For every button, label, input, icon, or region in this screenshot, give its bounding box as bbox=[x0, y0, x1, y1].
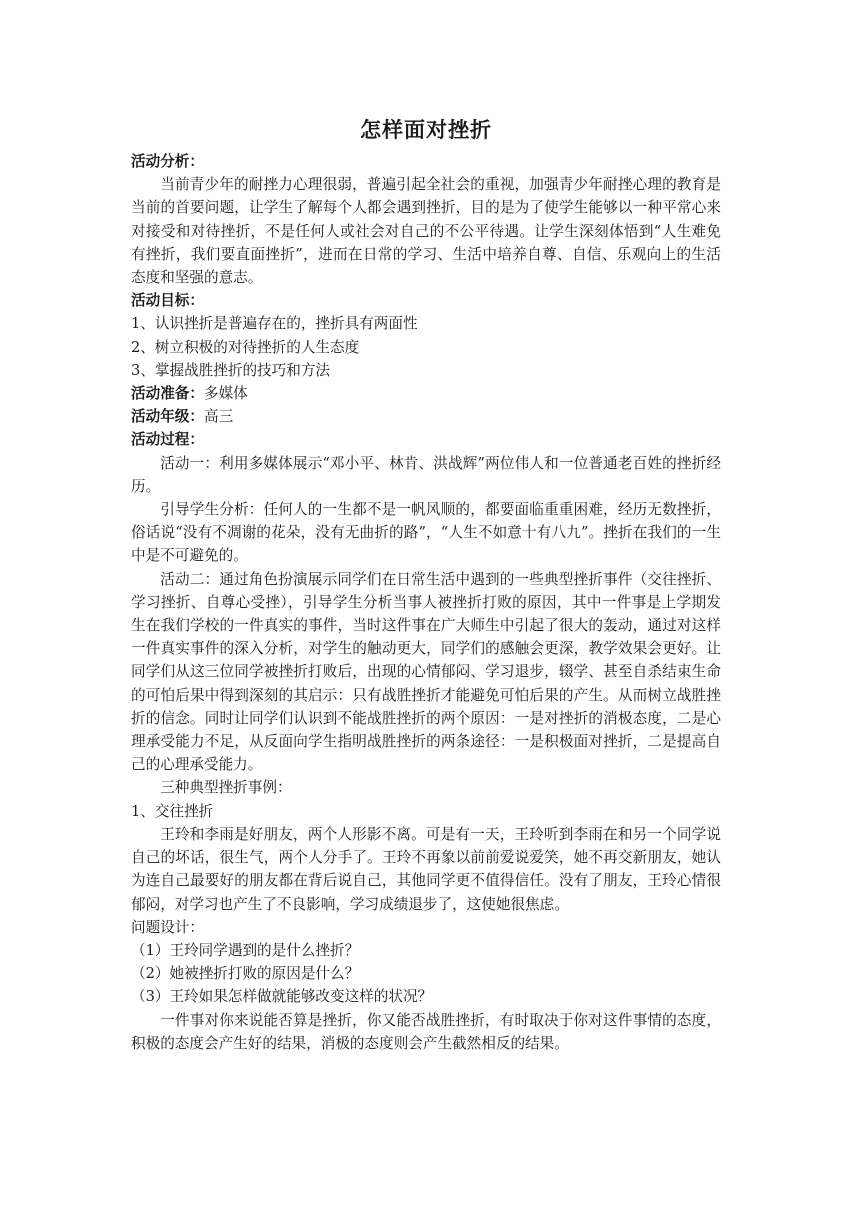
process-heading: 活动过程： bbox=[131, 431, 204, 449]
document-page bbox=[131, 112, 721, 1055]
analysis-heading: 活动分析： bbox=[131, 153, 204, 170]
grade-line bbox=[131, 405, 721, 428]
prep-value: 多媒体 bbox=[203, 385, 248, 403]
question-1: （1）王玲同学遇到的是什么挫折？ bbox=[131, 941, 360, 959]
goal-item-3: 3、掌握战胜挫折的技巧和方法 bbox=[131, 361, 331, 379]
case-heading: 1、交往挫折 bbox=[131, 802, 214, 820]
questions-heading: 问题设计： bbox=[131, 918, 204, 936]
case-conclusion: 一件事对你来说能否算是挫折，你又能否战胜挫折，有时取决于你对这件事情的态度，积极的态度会产生好的结果，消极的态度则会产生截然相反的结果。 bbox=[131, 1011, 721, 1052]
process-cases-intro: 三种典型挫折事例： bbox=[160, 779, 292, 797]
page-title: 怎样面对挫折 bbox=[360, 117, 492, 142]
prep-line bbox=[131, 382, 721, 405]
grade-label: 活动年级： bbox=[131, 408, 204, 426]
question-2: （2）她被挫折打败的原因是什么？ bbox=[131, 965, 360, 983]
grade-value: 高三 bbox=[203, 408, 234, 426]
case-story: 王玲和李雨是好朋友，两个人形影不离。可是有一天，王玲听到李雨在和另一个同学说自己的坏话，很生气，两个人分手了。王玲不再象以前前爱说爱笑，她不再交新朋友，她认为连自己最要好的朋友都在背后说自己，其他同学更不值得信任。没有了朋友，王玲心情很郁闷，对学习也产生了不良影响，学习成绩退步了，这使她很焦虑。 bbox=[131, 825, 721, 913]
prep-label: 活动准备： bbox=[131, 385, 204, 403]
goal-item-1: 1、认识挫折是普遍存在的，挫折具有两面性 bbox=[131, 315, 418, 333]
question-3: （3）王玲如果怎样做就能够改变这样的状况？ bbox=[131, 988, 433, 1006]
goals-heading: 活动目标： bbox=[131, 292, 204, 310]
process-activity-2: 活动二：通过角色扮演展示同学们在日常生活中遇到的一些典型挫折事件（交往挫折、学习挫折、自尊心受挫），引导学生分析当事人被挫折打败的原因，其中一件事是上学期发生在我们学校的一件真实的事件，当时这件事在广大师生中引起了很大的轰动，通过对这样一件真实事件的深入分析，对学生的触动更大，同学们的感触会更深，教学效果会更好。让同学们从这三位同学被挫折打败后，出现的心情郁闷、学习退步，辍学、甚至自杀结束生命的可怕后果中得到深刻的其启示：只有战胜挫折才能避免可怕后果的产生。从而树立战胜挫折的信念。同时让同学们认识到不能战胜挫折的两个原因：一是对挫折的消极态度，二是心理承受能力不足，从反面向学生指明战胜挫折的两条途径：一是积极面对挫折，二是提高自己的心理承受能力。 bbox=[131, 570, 721, 774]
goal-item-2: 2、树立积极的对待挫折的人生态度 bbox=[131, 338, 360, 356]
analysis-text: 当前青少年的耐挫力心理很弱，普遍引起全社会的重视，加强青少年耐挫心理的教育是当前的首要问题，让学生了解每个人都会遇到挫折，目的是为了使学生能够以一种平常心来对接受和对待挫折，不是任何人或社会对自己的不公平待遇。让学生深刻体悟到“人生难免有挫折，我们要直面挫折”，进而在日常的学习、生活中培养自尊、自信、乐观向上的生活态度和坚强的意志。 bbox=[131, 176, 721, 287]
process-guidance: 引导学生分析：任何人的一生都不是一帆风顺的，都要面临重重困难，经历无数挫折，俗话说“没有不凋谢的花朵，没有无曲折的路”，“人生不如意十有八九”。挫折在我们的一生中是不可避免的。 bbox=[131, 501, 721, 565]
process-activity-1: 活动一：利用多媒体展示“邓小平、林肯、洪战辉”两位伟人和一位普通老百姓的挫折经历。 bbox=[131, 454, 721, 495]
